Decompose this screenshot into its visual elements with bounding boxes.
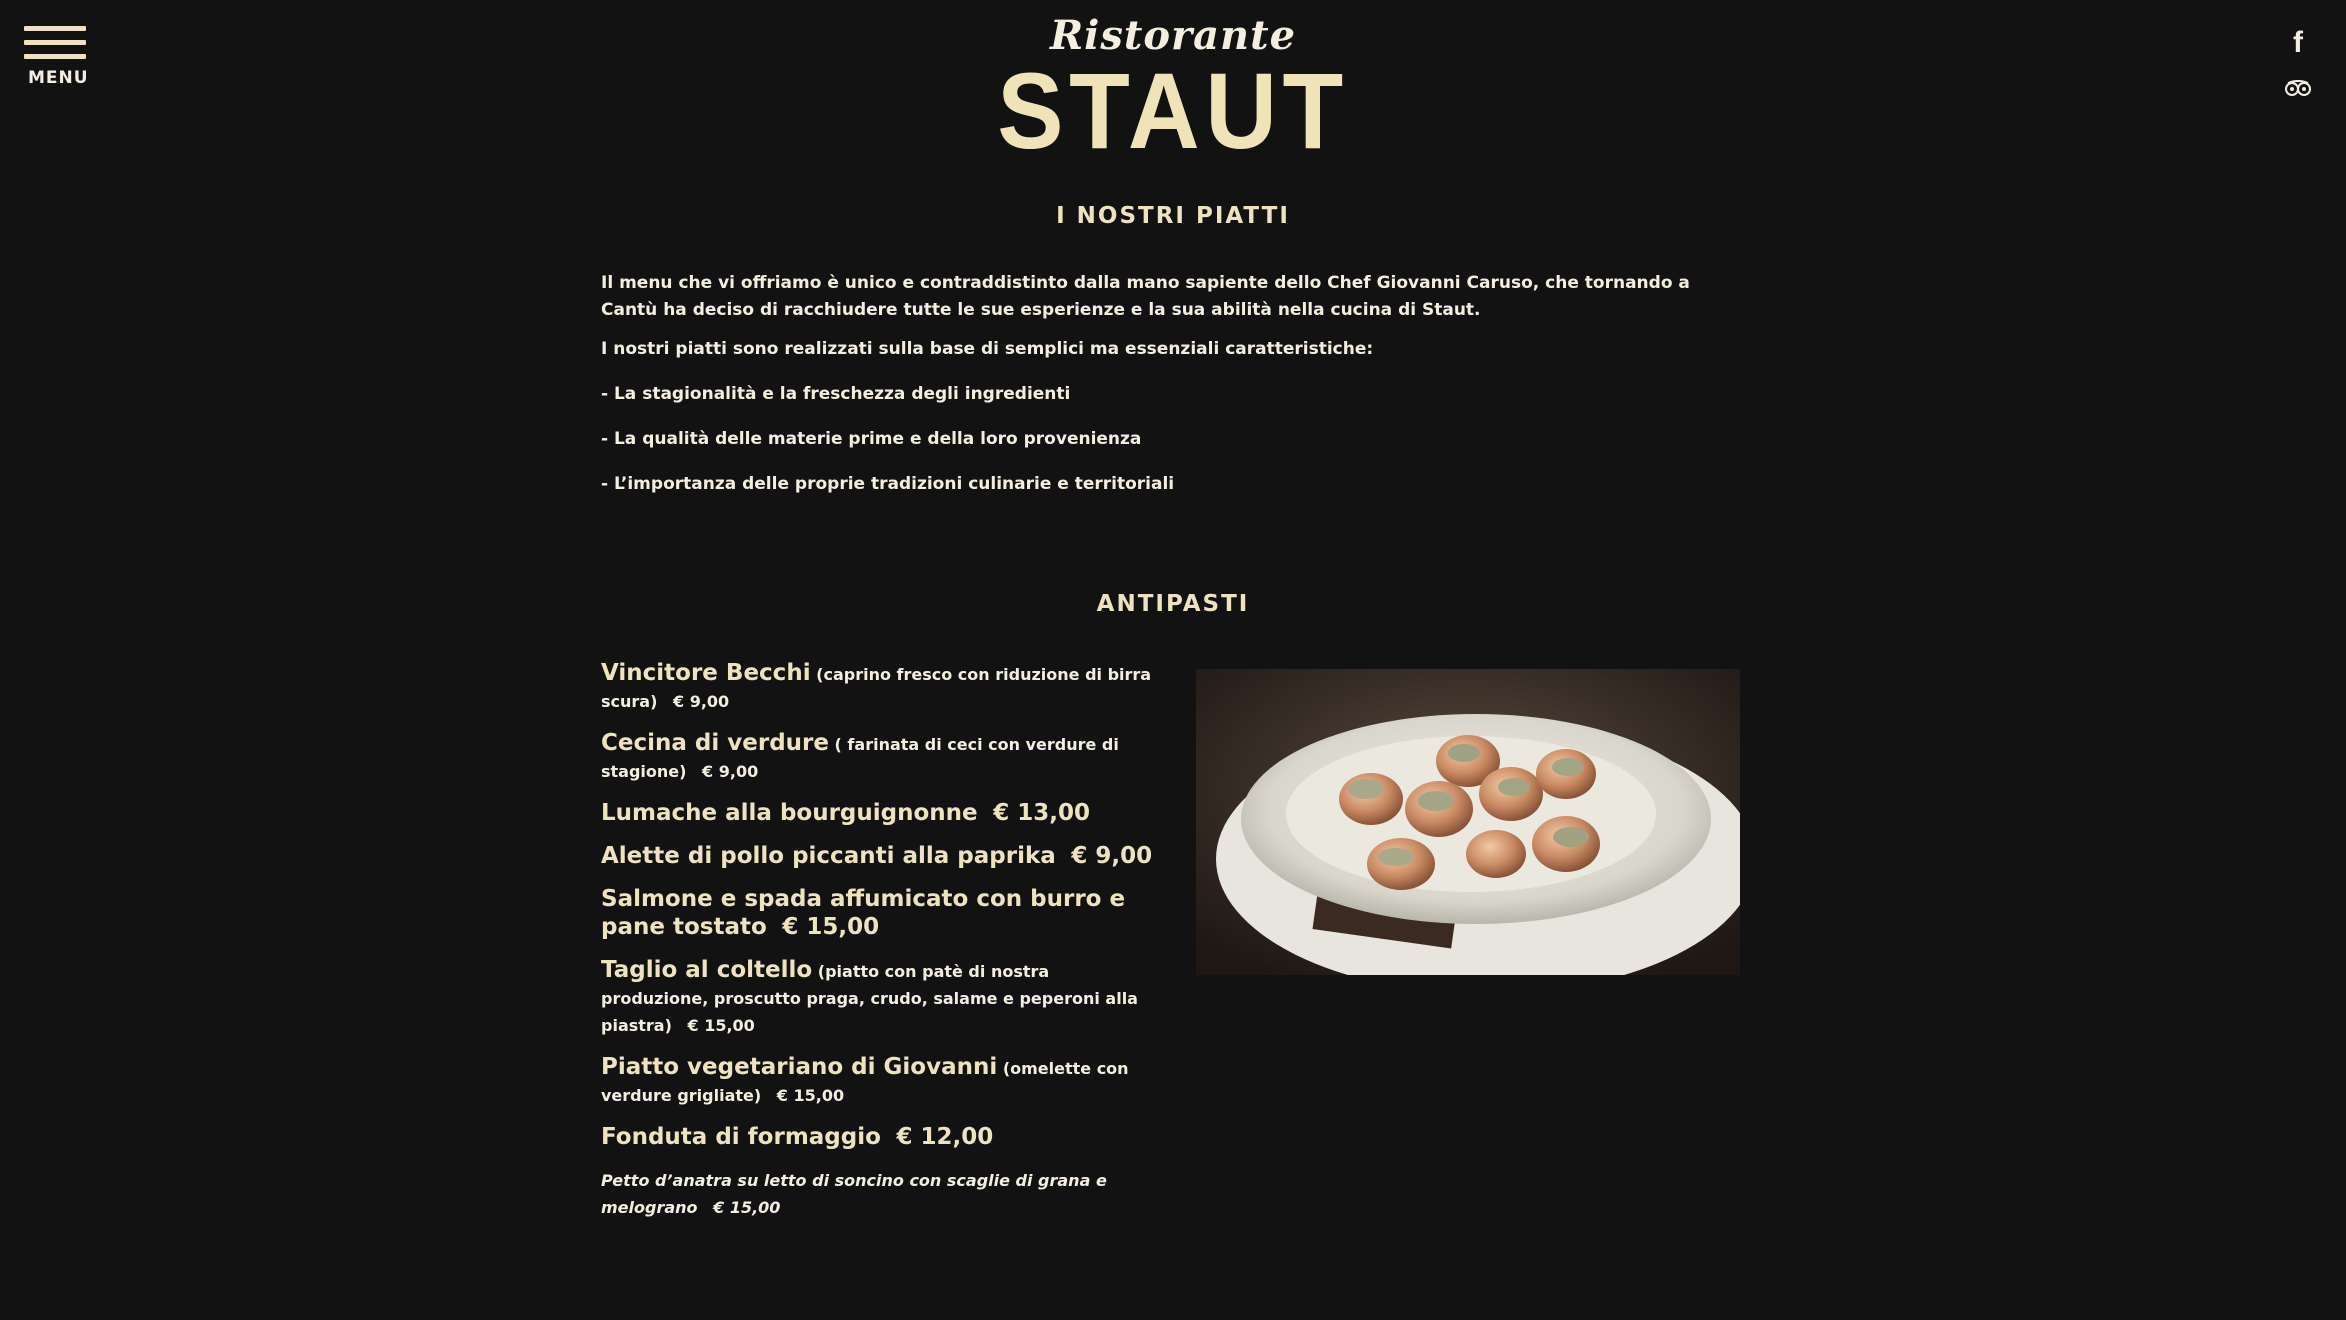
dish-price: € 9,00 (702, 762, 759, 781)
dish-item (601, 843, 1161, 871)
menu-label: MENU (28, 68, 89, 88)
dish-item (601, 957, 1161, 1039)
tripadvisor-icon[interactable] (2280, 80, 2316, 100)
intro-text (601, 270, 1751, 516)
dish-text: Petto d’anatra su letto di soncino con scaglie di grana e melograno (601, 1171, 1107, 1217)
intro-paragraph: Il menu che vi offriamo è unico e contraddistinto dalla mano sapiente dello Chef Giovanni Caruso, che tornando a Cantù ha deciso di racchiudere tutte le sue esperienze e la sua abilità nella cucina di Staut. (601, 273, 1690, 320)
section-title-antipasti: ANTIPASTI (1096, 591, 1250, 617)
dish-description: (omelette con verdure grigliate) (601, 1059, 1129, 1105)
dish-price: € 15,00 (713, 1198, 781, 1217)
dish-price: € 9,00 (1071, 843, 1153, 869)
dish-name: Alette di pollo piccanti alla paprika (601, 843, 1056, 869)
dish-name: Lumache alla bourguignonne (601, 800, 978, 826)
intro-bullet: - L’importanza delle proprie tradizioni culinarie e territoriali (601, 474, 1175, 494)
dish-description: (caprino fresco con riduzione di birra scura) (601, 665, 1152, 711)
page-title: I NOSTRI PIATTI (1056, 203, 1290, 229)
social-links (2280, 28, 2316, 100)
facebook-icon[interactable]: f (2293, 26, 2303, 59)
dish-name: Fonduta di formaggio (601, 1124, 881, 1150)
dish-list (601, 660, 1161, 1236)
site-logo[interactable] (0, 12, 2346, 171)
dish-item (601, 1054, 1161, 1109)
dish-item (601, 800, 1161, 828)
dish-price: € 15,00 (687, 1016, 755, 1035)
dish-item (601, 1167, 1161, 1221)
dish-name: Salmone e spada affumicato con burro e pane tostato (601, 886, 1126, 940)
dish-item (601, 660, 1161, 715)
dish-name: Piatto vegetariano di Giovanni (601, 1054, 998, 1080)
dish-name: Cecina di verdure (601, 730, 829, 756)
intro-paragraph: I nostri piatti sono realizzati sulla base di semplici ma essenziali caratteristiche: (601, 339, 1374, 359)
snails-dish-photo (1196, 669, 1740, 975)
dish-description: (piatto con patè di nostra produzione, proscutto praga, crudo, salame e peperoni alla piastra) (601, 962, 1138, 1035)
dish-item (601, 1124, 1161, 1152)
dish-name: Taglio al coltello (601, 957, 813, 983)
intro-bullet: - La stagionalità e la freschezza degli ingredienti (601, 384, 1071, 404)
dish-item (601, 730, 1161, 785)
dish-price: € 15,00 (782, 914, 880, 940)
dish-price: € 9,00 (672, 692, 730, 711)
logo-script-text: Ristorante (1049, 12, 1297, 59)
logo-main-text: STAUT (997, 50, 1349, 171)
dish-item (601, 886, 1161, 942)
dish-price: € 12,00 (896, 1124, 994, 1150)
intro-bullet: - La qualità delle materie prime e della loro provenienza (601, 429, 1142, 449)
dish-price: € 13,00 (993, 800, 1090, 826)
dish-description: ( farinata di ceci con verdure di stagione) (601, 735, 1119, 781)
dish-price: € 15,00 (776, 1086, 845, 1105)
dish-name: Vincitore Becchi (601, 660, 811, 686)
